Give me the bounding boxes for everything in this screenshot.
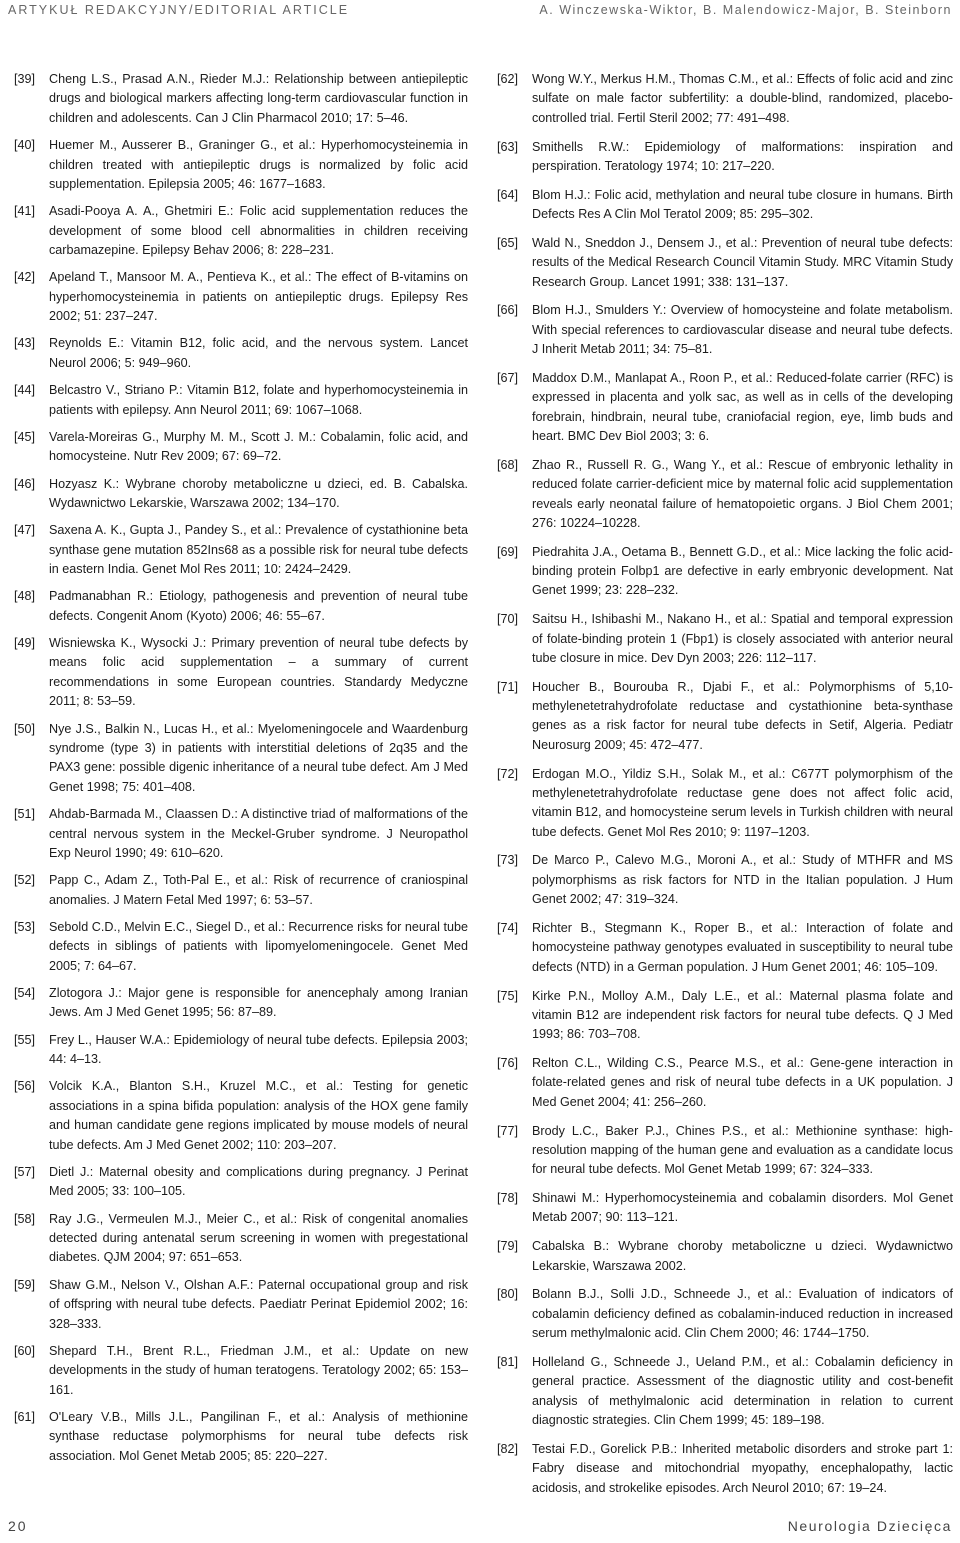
reference-item xyxy=(14,871,468,910)
reference-number: [60] xyxy=(14,1343,36,1358)
references-column-right xyxy=(497,70,953,1507)
reference-number: [63] xyxy=(497,139,519,154)
reference-item xyxy=(14,202,468,260)
reference-text: Saxena A. K., Gupta J., Pandey S., et al.: Prevalence of cystathionine beta synthase gene mutation 852Ins68 as a possible risk for neural tube defects in eastern India. Genet Mol Res 2011; 10: 2424–2429. xyxy=(49,523,468,577)
reference-number: [66] xyxy=(497,303,519,318)
reference-number: [45] xyxy=(14,429,36,444)
reference-item xyxy=(497,1054,953,1112)
references-column-left xyxy=(14,70,468,1474)
reference-item xyxy=(14,805,468,863)
reference-text: Belcastro V., Striano P.: Vitamin B12, folate and hyperhomocysteinemia in patients with epilepsy. Ann Neurol 2011; 69: 1067–1068. xyxy=(49,383,468,417)
reference-text: Shaw G.M., Nelson V., Olshan A.F.: Paternal occupational group and risk of offspring with neural tube defects. Paediatr Perinat Epidemiol 2002; 16: 328–333. xyxy=(49,1277,468,1331)
reference-text: Wong W.Y., Merkus H.M., Thomas C.M., et al.: Effects of folic acid and zinc sulfate on male factor subfertility: a double-blind, randomized, placebo-controlled trial. Fertil Steril 2002; 77: 491–498. xyxy=(532,72,953,125)
reference-text: Maddox D.M., Manlapat A., Roon P., et al.: Reduced-folate carrier (RFC) is expressed in placenta and yolk sac, as well as in cells of the developing forebrain, hindbrain, neural tube, craniofacial region, eye, limb buds and heart. BMC Dev Biol 2003; 3: 6. xyxy=(532,370,953,443)
reference-text: Saitsu H., Ishibashi M., Nakano H., et al.: Spatial and temporal expression of folate-binding protein 1 (Fbp1) is closely associated with anterior neural tube closure in mice. Dev Dyn 2003; 226: 112–117. xyxy=(532,612,953,665)
page-number: 20 xyxy=(8,1518,28,1534)
reference-number: [81] xyxy=(497,1354,519,1369)
reference-number: [73] xyxy=(497,853,519,868)
reference-text: Nye J.S., Balkin N., Lucas H., et al.: Myelomeningocele and Waardenburg syndrome (type 3) in patients with interstitial deletions of 2q35 and the PAX3 gene: possible digenic inheritance of a neural tube defect. Am J Med Genet 1998; 75: 401–408. xyxy=(49,721,468,794)
reference-number: [53] xyxy=(14,919,36,934)
reference-text: Ahdab-Barmada M., Claassen D.: A distinctive triad of malformations of the central nervous system in the Meckel-Gruber syndrome. J Neuropathol Exp Neurol 1990; 49: 610–620. xyxy=(49,807,468,860)
reference-item xyxy=(14,918,468,976)
reference-text: Frey L., Hauser W.A.: Epidemiology of neural tube defects. Epilepsia 2003; 44: 4–13. xyxy=(49,1032,468,1067)
reference-item xyxy=(14,334,468,373)
reference-item xyxy=(497,987,953,1045)
reference-number: [51] xyxy=(14,807,36,822)
reference-number: [43] xyxy=(14,336,36,351)
reference-number: [67] xyxy=(497,370,519,385)
reference-text: Varela-Moreiras G., Murphy M. M., Scott J. M.: Cobalamin, folic acid, and homocysteine. Nutr Rev 2009; 67: 69–72. xyxy=(49,429,468,464)
reference-number: [64] xyxy=(497,187,519,202)
reference-text: Zhao R., Russell R. G., Wang Y., et al.: Rescue of embryonic lethality in reduced folate carrier-deficient mice by maternal folic acid supplementation reveals early neonatal failure of hematopoietic organs. J Biol Chem 2001; 276: 10224–10228. xyxy=(532,457,953,530)
reference-item xyxy=(14,381,468,420)
reference-number: [79] xyxy=(497,1239,519,1254)
reference-item xyxy=(497,1237,953,1276)
reference-item xyxy=(14,587,468,626)
reference-number: [57] xyxy=(14,1164,36,1179)
reference-item xyxy=(14,1408,468,1466)
reference-item xyxy=(14,475,468,514)
reference-item xyxy=(497,678,953,756)
reference-item xyxy=(14,1276,468,1334)
reference-text: Kirke P.N., Molloy A.M., Daly L.E., et al.: Maternal plasma folate and vitamin B12 are independent risk factors for neural tube defects. Q J Med 1993; 86: 703–708. xyxy=(532,988,953,1042)
reference-number: [82] xyxy=(497,1441,519,1456)
reference-item xyxy=(14,268,468,326)
reference-text: Richter B., Stegmann K., Roper B., et al.: Interaction of folate and homocysteine pathway genotypes evaluated in susceptibility to neural tube defects (NTD) in a German population. J Hum Genet 2001; 46: 105–109. xyxy=(532,921,953,974)
reference-number: [61] xyxy=(14,1409,36,1424)
reference-text: Piedrahita J.A., Oetama B., Bennett G.D., et al.: Mice lacking the folic acid-binding protein Folbp1 are defective in early embryonic development. Nat Genet 1999; 23: 228–232. xyxy=(532,544,953,598)
reference-number: [46] xyxy=(14,476,36,491)
reference-item xyxy=(14,1210,468,1268)
reference-item xyxy=(14,1163,468,1202)
reference-item xyxy=(497,234,953,292)
reference-number: [75] xyxy=(497,988,519,1003)
reference-number: [74] xyxy=(497,921,519,935)
reference-item xyxy=(14,984,468,1023)
reference-text: Papp C., Adam Z., Toth-Pal E., et al.: Risk of recurrence of craniospinal anomalies. J Matern Fetal Med 1997; 6: 53–57. xyxy=(49,873,468,907)
reference-text: Shepard T.H., Brent R.L., Friedman J.M., et al.: Update on new developments in the study of human teratogens. Teratology 2002; 65: 153–161. xyxy=(49,1343,468,1397)
reference-text: Cabalska B.: Wybrane choroby metaboliczne u dzieci. Wydawnictwo Lekarskie, Warszawa 2002. xyxy=(532,1239,953,1273)
reference-text: O'Leary V.B., Mills J.L., Pangilinan F., et al.: Analysis of methionine synthase reductase polymorphisms for neural tube defects risk association. Mol Genet Metab 2005; 85: 220–227. xyxy=(49,1409,468,1463)
reference-text: Sebold C.D., Melvin E.C., Siegel D., et al.: Recurrence risks for neural tube defects in siblings of patients with lipomyelomeningocele. Genet Med 2005; 7: 64–67. xyxy=(49,919,468,973)
reference-number: [59] xyxy=(14,1277,36,1292)
reference-item xyxy=(497,1189,953,1228)
reference-text: Houcher B., Bourouba R., Djabi F., et al.: Polymorphisms of 5,10-methylenetetrahydrofolate reductase and cystathionine beta-synthase genes as a risk factor for neural tube defects in Setif, Algeria. Pediatr Neurosurg 2009; 45: 472–477. xyxy=(532,679,953,752)
page-footer xyxy=(0,1512,960,1537)
reference-item xyxy=(14,634,468,712)
reference-number: [47] xyxy=(14,523,36,538)
reference-item xyxy=(497,543,953,601)
reference-number: [49] xyxy=(14,636,36,651)
reference-item xyxy=(14,1077,468,1155)
reference-text: Reynolds E.: Vitamin B12, folic acid, and the nervous system. Lancet Neurol 2006; 5: 949–960. xyxy=(49,336,468,370)
reference-text: Zlotogora J.: Major gene is responsible for anencephaly among Iranian Jews. Am J Med Genet 1995; 56: 87–89. xyxy=(49,986,468,1020)
reference-text: Wisniewska K., Wysocki J.: Primary prevention of neural tube defects by means folic acid supplementation – a summary of current recommendations in some European countries. Standardy Medyczne 2011; 8: 53–59. xyxy=(49,636,468,709)
reference-item xyxy=(497,138,953,177)
reference-text: Cheng L.S., Prasad A.N., Rieder M.J.: Relationship between antiepileptic drugs and biological markers affecting long-term cardiovascular function in children and adolescents. Can J Clin Pharmacol 2010; 17: 5–46. xyxy=(49,72,468,125)
reference-text: Brody L.C., Baker P.J., Chines P.S., et al.: Methionine synthase: high-resolution mapping of the human gene and evaluation as a candidate locus for neural tube defects. Mol Genet Metab 1999; 67: 324–333. xyxy=(532,1123,953,1177)
reference-text: Padmanabhan R.: Etiology, pathogenesis and prevention of neural tube defects. Congenit Anom (Kyoto) 2006; 46: 55–67. xyxy=(49,589,468,623)
reference-text: Ray J.G., Vermeulen M.J., Meier C., et al.: Risk of congenital anomalies detected during antenatal serum screening in women with pregestational diabetes. QJM 2004; 97: 651–653. xyxy=(49,1211,468,1265)
reference-number: [58] xyxy=(14,1211,36,1226)
reference-item xyxy=(14,136,468,194)
article-type-label: ARTYKUŁ REDAKCYJNY/EDITORIAL ARTICLE xyxy=(8,3,350,17)
reference-text: Smithells R.W.: Epidemiology of malformations: inspiration and perspiration. Teratology 1974; 10: 217–220. xyxy=(532,139,953,173)
reference-number: [65] xyxy=(497,235,519,250)
reference-item xyxy=(14,521,468,579)
reference-item xyxy=(497,919,953,977)
reference-number: [52] xyxy=(14,873,36,888)
reference-text: Huemer M., Ausserer B., Graninger G., et al.: Hyperhomocysteinemia in children treated with antiepileptic drugs is normalized by folic acid supplementation. Epilepsia 2005; 46: 1677–1683. xyxy=(49,138,468,191)
reference-text: Wald N., Sneddon J., Densem J., et al.: Prevention of neural tube defects: results of the Medical Research Council Vitamin Study. MRC Vitamin Study Research Group. Lancet 1991; 338: 131–137. xyxy=(532,235,953,289)
reference-number: [62] xyxy=(497,72,519,86)
reference-item xyxy=(497,301,953,359)
reference-item xyxy=(497,851,953,909)
reference-number: [48] xyxy=(14,589,36,604)
running-header xyxy=(0,0,960,28)
reference-number: [40] xyxy=(14,138,36,153)
reference-number: [76] xyxy=(497,1056,519,1071)
reference-number: [78] xyxy=(497,1191,519,1206)
reference-text: Volcik K.A., Blanton S.H., Kruzel M.C., et al.: Testing for genetic associations in a spina bifida population: analysis of the HOX gene family and human candidate gene regions implicated by mouse models of neural tube defects. Am J Med Genet 2002; 110: 203–207. xyxy=(49,1079,468,1152)
reference-item xyxy=(497,1440,953,1498)
reference-number: [69] xyxy=(497,544,519,559)
reference-item xyxy=(14,1342,468,1400)
reference-number: [41] xyxy=(14,204,36,219)
reference-item xyxy=(497,186,953,225)
reference-text: Hozyasz K.: Wybrane choroby metaboliczne u dzieci, ed. B. Cabalska. Wydawnictwo Lekarskie, Warszawa 2002; 134–170. xyxy=(49,476,468,510)
reference-item xyxy=(497,456,953,534)
reference-text: Relton C.L., Wilding C.S., Pearce M.S., et al.: Gene-gene interaction in folate-related genes and risk of neural tube defects in a UK population. J Med Genet 2004; 41: 256–260. xyxy=(532,1056,953,1109)
reference-item xyxy=(14,720,468,798)
reference-text: Holleland G., Schneede J., Ueland P.M., et al.: Cobalamin deficiency in general practice. Assessment of the diagnostic utility and cost-benefit analysis of methylmalonic acid determination in relation to current diagnostic strategies. Clin Chem 1999; 45: 189–198. xyxy=(532,1354,953,1428)
reference-text: Blom H.J.: Folic acid, methylation and neural tube closure in humans. Birth Defects Res A Clin Mol Teratol 2009; 85: 295–302. xyxy=(532,187,953,222)
reference-item xyxy=(497,369,953,447)
reference-item xyxy=(14,70,468,128)
reference-item xyxy=(14,1031,468,1070)
reference-number: [71] xyxy=(497,679,519,694)
reference-text: Erdogan M.O., Yildiz S.H., Solak M., et al.: C677T polymorphism of the methylenetetrahydrofolate reductase gene does not affect folic acid, vitamin B12, and homocysteine serum levels in Turkish children with neural tube defects. Genet Mol Res 2010; 9: 1197–1203. xyxy=(532,766,953,839)
reference-number: [44] xyxy=(14,383,36,398)
reference-text: Asadi-Pooya A. A., Ghetmiri E.: Folic acid supplementation reduces the development of some blood cell abnormalities in children receiving carbamazepine. Epilepsy Behav 2006; 8: 228–231. xyxy=(49,204,468,258)
reference-number: [56] xyxy=(14,1079,36,1094)
reference-number: [80] xyxy=(497,1287,519,1302)
reference-number: [70] xyxy=(497,612,519,627)
reference-number: [68] xyxy=(497,457,519,472)
reference-number: [72] xyxy=(497,766,519,781)
reference-text: Blom H.J., Smulders Y.: Overview of homocysteine and folate metabolism. With special references to cardiovascular disease and neural tube defects. J Inherit Metab 2011; 34: 75–81. xyxy=(532,303,953,357)
reference-item xyxy=(497,765,953,843)
reference-number: [54] xyxy=(14,986,36,1001)
reference-number: [42] xyxy=(14,270,36,285)
reference-text: Testai F.D., Gorelick P.B.: Inherited metabolic disorders and stroke part 1: Fabry disease and mitochondrial myopathy, encephalopathy, lactic acidosis, and strokelike episodes. Arch Neurol 2010; 67: 19–24. xyxy=(532,1441,953,1495)
reference-text: Shinawi M.: Hyperhomocysteinemia and cobalamin disorders. Mol Genet Metab 2007; 90: 113–121. xyxy=(532,1191,953,1225)
reference-item xyxy=(497,1353,953,1431)
journal-name: Neurologia Dziecięca xyxy=(787,1518,952,1534)
authors-line: A. Winczewska-Wiktor, B. Malendowicz-Major, B. Steinborn xyxy=(539,3,952,17)
reference-number: [77] xyxy=(497,1123,519,1138)
reference-text: Dietl J.: Maternal obesity and complications during pregnancy. J Perinat Med 2005; 33: 100–105. xyxy=(49,1164,468,1199)
reference-number: [55] xyxy=(14,1032,36,1047)
reference-text: Apeland T., Mansoor M. A., Pentieva K., et al.: The effect of B-vitamins on hyperhomocysteinemia in patients on antiepileptic drugs. Epilepsy Res 2002; 51: 237–247. xyxy=(49,270,468,324)
reference-item xyxy=(497,1285,953,1343)
reference-text: Bolann B.J., Solli J.D., Schneede J., et al.: Evaluation of indicators of cobalamin deficiency defined as cobalamin-induced reduction in increased serum methylmalonic acid. Clin Chem 2000; 46: 1744–1750. xyxy=(532,1287,953,1341)
reference-number: [39] xyxy=(14,72,36,86)
reference-item xyxy=(497,70,953,128)
reference-text: De Marco P., Calevo M.G., Moroni A., et al.: Study of MTHFR and MS polymorphisms as risk factors for NTD in the Italian population. J Hum Genet 2002; 47: 319–324. xyxy=(532,853,953,907)
reference-item xyxy=(497,1122,953,1180)
reference-item xyxy=(14,428,468,467)
reference-number: [50] xyxy=(14,721,36,736)
reference-item xyxy=(497,610,953,668)
